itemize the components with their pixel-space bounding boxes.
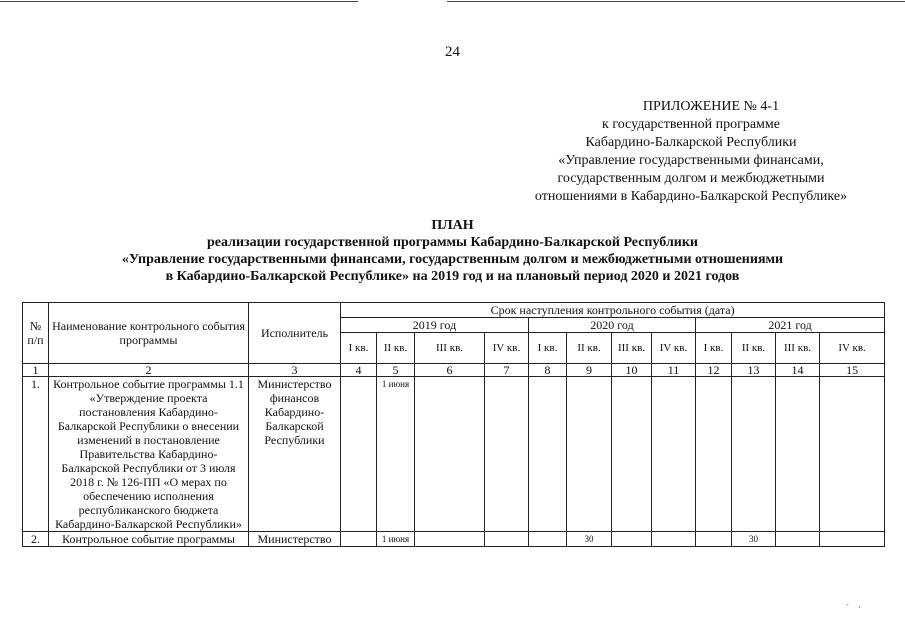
plan-subtitle-line: реализации государственной программы Кабардино-Балкарской Республики	[207, 235, 698, 250]
appendix-line: к государственной программе	[602, 117, 780, 132]
row-event-name: Контрольное событие программы 1.1 «Утверждение проекта постановления Кабардино-Балкарской Республики о внесении изменений в постановление Правительства Кабардино-Балкарской Республики от 3 июля 2018 г. № 126-ПП «О мерах по обеспечению исполнения республиканского бюджета Кабардино-Балкарской Республики»	[49, 377, 249, 532]
row-num: 2.	[23, 532, 49, 547]
plan-subtitle-line: в Кабардино-Балкарской Республике» на 2019 год и на плановый период 2020 и 2021 годов	[165, 269, 740, 284]
header-num: № п/п	[23, 303, 49, 364]
header-quarter: II кв.	[377, 333, 415, 364]
header-quarter: I кв.	[529, 333, 567, 364]
table-row	[23, 532, 885, 547]
row-quarter-date	[652, 377, 696, 532]
plan-subtitle-line: «Управление государственными финансами, государственным долгом и межбюджетными отношениями	[121, 252, 784, 267]
column-number: 13	[732, 364, 776, 377]
row-quarter-date	[820, 532, 885, 547]
row-quarter-date	[341, 532, 377, 547]
header-quarter: III кв.	[415, 333, 485, 364]
header-deadline: Срок наступления контрольного события (дата)	[341, 303, 885, 318]
scan-marks: - ,	[846, 600, 861, 609]
row-quarter-date	[567, 377, 612, 532]
row-quarter-date	[652, 532, 696, 547]
header-name: Наименование контрольного события программы	[49, 303, 249, 364]
row-quarter-date: 30	[567, 532, 612, 547]
column-number: 12	[696, 364, 732, 377]
row-quarter-date	[485, 532, 529, 547]
row-quarter-date	[732, 377, 776, 532]
row-quarter-date	[820, 377, 885, 532]
row-quarter-date	[696, 377, 732, 532]
column-number: 15	[820, 364, 885, 377]
row-quarter-date	[776, 532, 820, 547]
row-quarter-date: 1 июня	[377, 377, 415, 532]
row-quarter-date: 1 июня	[377, 532, 415, 547]
column-number: 3	[249, 364, 341, 377]
header-quarter: II кв.	[732, 333, 776, 364]
header-executor: Исполнитель	[249, 303, 341, 364]
header-year: 2019 год	[341, 318, 529, 333]
row-quarter-date	[612, 532, 652, 547]
appendix-line: отношениями в Кабардино-Балкарской Республике»	[534, 189, 848, 204]
plan-table	[22, 302, 885, 547]
row-num: 1.	[23, 377, 49, 532]
row-quarter-date	[612, 377, 652, 532]
column-number: 10	[612, 364, 652, 377]
header-quarter: II кв.	[567, 333, 612, 364]
row-quarter-date: 30	[732, 532, 776, 547]
header-quarter: I кв.	[341, 333, 377, 364]
row-quarter-date	[529, 377, 567, 532]
plan-heading: ПЛАН	[431, 218, 474, 233]
appendix-line: «Управление государственными финансами,	[558, 153, 824, 168]
column-number-row	[23, 364, 885, 377]
row-executor: Министерство финансов Кабардино-Балкарской Республики	[249, 377, 341, 532]
column-number: 11	[652, 364, 696, 377]
row-quarter-date	[776, 377, 820, 532]
row-quarter-date	[415, 377, 485, 532]
column-number: 5	[377, 364, 415, 377]
top-rule-right	[447, 1, 905, 2]
column-number: 1	[23, 364, 49, 377]
header-quarter: I кв.	[696, 333, 732, 364]
header-row-deadline	[23, 303, 885, 318]
header-quarter: IV кв.	[485, 333, 529, 364]
row-quarter-date	[696, 532, 732, 547]
plan-title	[40, 217, 865, 285]
row-quarter-date	[341, 377, 377, 532]
top-rule-left	[0, 1, 358, 2]
header-quarter: IV кв.	[652, 333, 696, 364]
column-number: 7	[485, 364, 529, 377]
header-year: 2020 год	[529, 318, 696, 333]
column-number: 2	[49, 364, 249, 377]
column-number: 9	[567, 364, 612, 377]
appendix-line: Кабардино-Балкарской Республики	[585, 135, 797, 150]
column-number: 6	[415, 364, 485, 377]
appendix-block	[501, 98, 881, 206]
row-event-name: Контрольное событие программы	[49, 532, 249, 547]
table-row	[23, 377, 885, 532]
page-number: 24	[445, 44, 460, 60]
appendix-line: государственным долгом и межбюджетными	[557, 171, 825, 186]
header-quarter: III кв.	[612, 333, 652, 364]
header-quarter: IV кв.	[820, 333, 885, 364]
header-year: 2021 год	[696, 318, 885, 333]
header-quarter: III кв.	[776, 333, 820, 364]
row-quarter-date	[529, 532, 567, 547]
row-quarter-date	[415, 532, 485, 547]
row-executor: Министерство	[249, 532, 341, 547]
column-number: 8	[529, 364, 567, 377]
appendix-title: ПРИЛОЖЕНИЕ № 4-1	[642, 99, 780, 114]
column-number: 14	[776, 364, 820, 377]
row-quarter-date	[485, 377, 529, 532]
column-number: 4	[341, 364, 377, 377]
